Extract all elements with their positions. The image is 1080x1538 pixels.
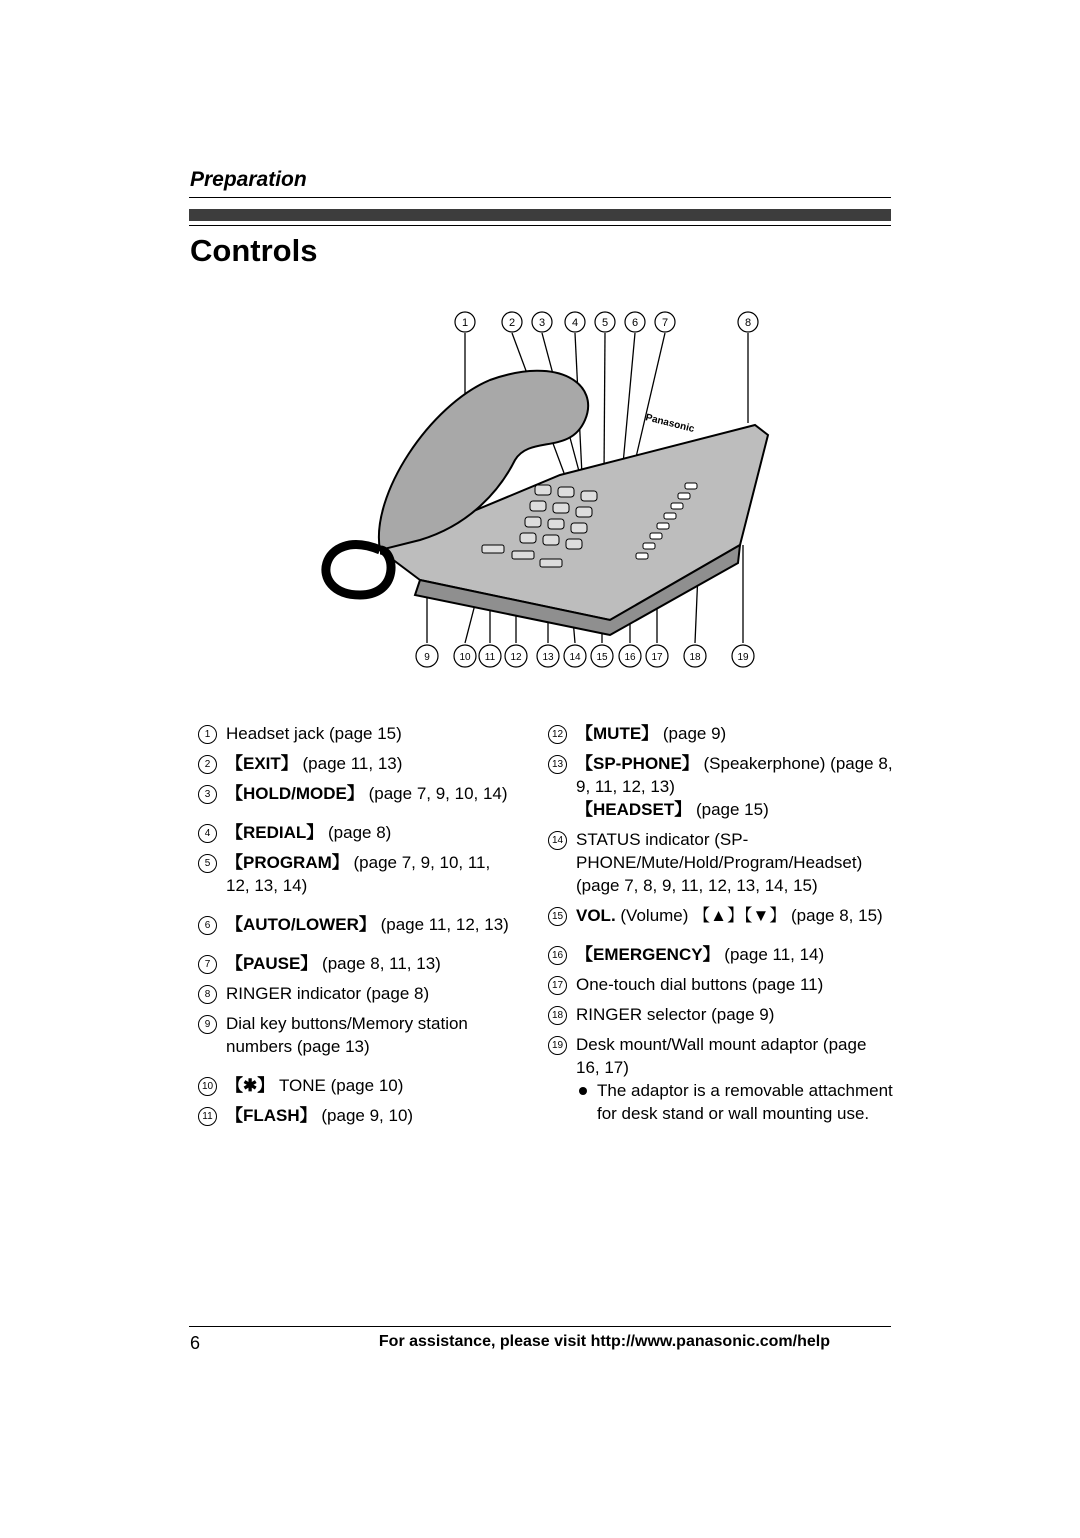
callout-label: 7 [661,317,669,329]
item-text: Desk mount/Wall mount adaptor (page 16, 17) [576,1035,867,1077]
callout-number: 4 [198,824,217,843]
list-item [198,851,518,897]
list-item [198,782,518,805]
callout-label: 11 [484,652,496,663]
callout-label: 15 [596,652,608,663]
callout-number: 9 [198,1015,217,1034]
callout-number: 18 [548,1006,567,1025]
item-text: (page 15) [691,800,769,819]
callout-label: 2 [508,317,516,329]
callout-label: 17 [651,652,663,663]
callout-number: 6 [198,916,217,935]
callout-number: 12 [548,725,567,744]
item-text: (page 11, 12, 13) [375,915,509,934]
callout-number: 11 [198,1107,217,1126]
telephone-diagram [300,295,780,680]
callout-label: 14 [569,652,581,663]
callout-number: 2 [198,755,217,774]
list-item [198,982,518,1005]
headset-sub-item [576,798,893,821]
controls-list-left [198,722,518,1134]
list-item [198,1012,518,1058]
page-number: 6 [190,1333,201,1353]
divider [189,197,891,198]
callout-number: 7 [198,955,217,974]
controls-list-right [548,722,893,1125]
list-item [548,1003,893,1026]
key-label: 【EXIT】 [226,754,298,773]
list-item [198,952,518,975]
key-label: 【✱】 [226,1076,275,1095]
key-label: 【SP-PHONE】 [576,754,699,773]
callout-label: 9 [424,652,430,663]
list-item [548,722,893,745]
item-text: (Volume) 【▲】【▼】 (page 8, 15) [615,906,883,925]
item-text: Headset jack (page 15) [226,724,402,743]
item-text: (page 9) [658,724,727,743]
key-label: 【FLASH】 [226,1106,317,1125]
callout-label: 4 [571,317,579,329]
key-label: 【HEADSET】 [576,800,692,819]
callout-number: 15 [548,907,567,926]
callout-number: 16 [548,946,567,965]
page-title: Controls [190,233,318,268]
item-text: (page 8, 11, 13) [317,954,441,973]
callout-label: 18 [689,652,701,663]
callout-label: 3 [538,317,546,329]
list-item [198,752,518,775]
list-item [548,943,893,966]
list-item [548,828,893,897]
callout-number: 8 [198,985,217,1004]
list-item [198,821,518,844]
bottom-callouts [416,645,754,667]
key-label: 【MUTE】 [576,724,659,743]
title-bar [189,209,891,221]
callout-number: 10 [198,1077,217,1096]
callout-label: 19 [737,652,749,663]
item-text: Dial key buttons/Memory station numbers (page 13) [226,1014,468,1056]
adaptor-note [576,1079,893,1125]
callout-number: 3 [198,785,217,804]
item-text: (page 11, 14) [719,945,825,964]
callout-label: 6 [631,317,639,329]
bullet-icon [579,1087,587,1095]
item-text: (Speakerphone) (page 8, 9, 11, 12, 13) [576,754,893,796]
callout-label: 16 [624,652,636,663]
item-text: (page 9, 10) [316,1106,414,1125]
list-item [548,973,893,996]
item-text: TONE (page 10) [274,1076,404,1095]
callout-label: 10 [459,652,471,663]
item-text: STATUS indicator (SP-PHONE/Mute/Hold/Program/Headset) (page 7, 8, 9, 11, 12, 13, 14, 15) [576,830,863,895]
key-label: 【EMERGENCY】 [576,945,720,964]
callout-label: 12 [510,652,522,663]
callout-label: 13 [542,652,554,663]
item-text: (page 11, 13) [297,754,403,773]
key-label: 【HOLD/MODE】 [226,784,364,803]
key-label: 【AUTO/LOWER】 [226,915,376,934]
list-item [548,752,893,798]
callout-number: 14 [548,831,567,850]
assistance-note: For assistance, please visit http://www.panasonic.com/help [378,1333,830,1350]
list-item [198,1074,518,1097]
note-text: The adaptor is a removable attachment for desk stand or wall mounting use. [597,1081,893,1123]
item-text: RINGER indicator (page 8) [226,984,430,1003]
item-text: (page 8) [323,823,392,842]
list-item [198,913,518,936]
top-callouts [455,312,758,332]
item-text: (page 7, 9, 10, 14) [363,784,508,803]
callout-number: 1 [198,725,217,744]
callout-number: 17 [548,976,567,995]
callout-number: 19 [548,1036,567,1055]
callout-label: 1 [461,317,469,329]
list-item [548,1033,893,1079]
callout-label: 8 [744,317,752,329]
item-text: One-touch dial buttons (page 11) [576,975,824,994]
callout-label: 5 [601,317,609,329]
key-label: VOL. [576,906,616,925]
callout-number: 13 [548,755,567,774]
coiled-cord [326,545,391,595]
key-label: 【REDIAL】 [226,823,324,842]
footer-divider [189,1326,891,1327]
section-heading: Preparation [190,168,307,191]
item-text: RINGER selector (page 9) [576,1005,775,1024]
brand-label: Panasonic [644,412,696,436]
divider [189,225,891,226]
callout-number: 5 [198,854,217,873]
list-item [198,722,518,745]
list-item [198,1104,518,1127]
list-item [548,904,893,927]
item-text: (page 7, 9, 10, 11, 12, 13, 14) [226,853,491,895]
key-label: 【PROGRAM】 [226,853,349,872]
key-label: 【PAUSE】 [226,954,318,973]
